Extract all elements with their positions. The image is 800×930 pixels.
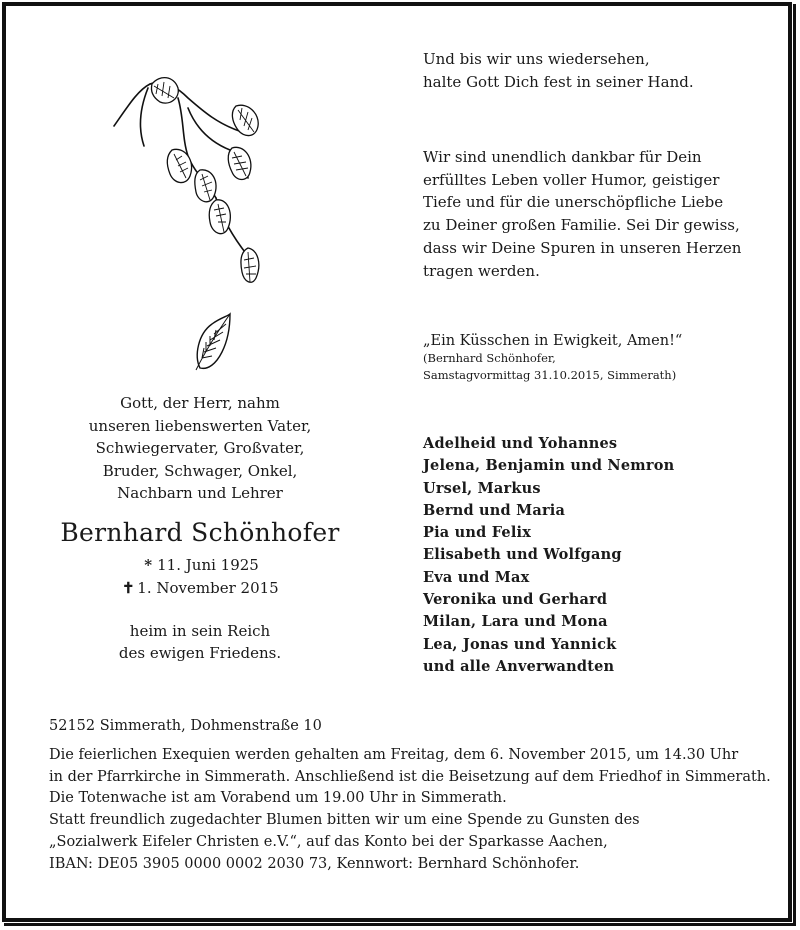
family-entry: und alle Anverwandten	[423, 657, 615, 675]
info-line: Die Totenwache ist am Vorabend um 19.00 Uhr in Simmerath.	[49, 790, 507, 807]
intro-line: Bruder, Schwager, Onkel,	[102, 461, 298, 480]
gratitude-line: erfülltes Leben voller Humor, geistiger	[423, 170, 720, 189]
verse-line: halte Gott Dich fest in seiner Hand.	[423, 73, 694, 91]
info-line: IBAN: DE05 3905 0000 0002 2030 73, Kennwort: Bernhard Schönhofer.	[49, 855, 580, 872]
intro-line: unseren liebenswerten Vater,	[88, 416, 312, 435]
gratitude-text	[423, 146, 783, 282]
family-entry: Pia und Felix	[423, 524, 532, 542]
cross-icon: ✝	[122, 579, 135, 597]
family-entry: Milan, Lara und Mona	[423, 613, 608, 631]
birch-branch-illustration	[108, 68, 278, 298]
verse-line: Und bis wir uns wiedersehen,	[423, 50, 650, 68]
gratitude-line: Wir sind unendlich dankbar für Dein	[423, 148, 702, 166]
family-entry: Lea, Jonas und Yannick	[423, 635, 617, 653]
gratitude-line: tragen werden.	[423, 261, 540, 280]
closing-text	[40, 620, 360, 664]
family-entry: Adelheid und Yohannes	[423, 435, 618, 452]
info-line: „Sozialwerk Eifeler Christen e.V.“, auf das Konto bei der Sparkasse Aachen,	[49, 833, 608, 850]
quote-source-line: Samstagvormittag 31.10.2015, Simmerath)	[423, 368, 677, 382]
gratitude-line: Tiefe und für die unerschöpfliche Liebe	[423, 193, 724, 212]
family-entry: Jelena, Benjamin und Nemron	[423, 457, 675, 475]
gratitude-line: zu Deiner großen Familie. Sei Dir gewiss,	[423, 216, 740, 235]
intro-line: Nachbarn und Lehrer	[117, 484, 283, 502]
address: 52152 Simmerath, Dohmenstraße 10	[49, 718, 322, 734]
intro-line: Schwiegervater, Großvater,	[95, 439, 305, 457]
deceased-name: Bernhard Schönhofer	[60, 518, 340, 547]
leaf-illustration	[190, 312, 234, 372]
death-date: 1. November 2015	[137, 579, 279, 597]
birth-star-icon: *	[144, 556, 153, 574]
funeral-info	[49, 745, 789, 875]
info-line: Statt freundlich zugedachter Blumen bitten wir um eine Spende zu Gunsten des	[49, 812, 640, 829]
closing-line: heim in sein Reich	[129, 622, 271, 640]
quote-text: „Ein Küsschen in Ewigkeit, Amen!“	[423, 333, 683, 349]
announcement-intro	[40, 392, 360, 505]
family-entry: Eva und Max	[423, 568, 530, 586]
family-entry: Ursel, Markus	[423, 479, 541, 497]
birth-date: 11. Juni 1925	[157, 556, 259, 574]
gratitude-line: dass wir Deine Spuren in unseren Herzen	[423, 238, 742, 257]
farewell-verse	[423, 48, 783, 94]
info-line: in der Pfarrkirche in Simmerath. Anschließend ist die Beisetzung auf dem Friedhof in Simmerath.	[49, 768, 771, 785]
intro-line: Gott, der Herr, nahm	[120, 394, 280, 412]
family-list	[423, 433, 783, 678]
family-entry: Elisabeth und Wolfgang	[423, 546, 622, 564]
birth-row	[40, 554, 360, 577]
quote-source-line: (Bernhard Schönhofer,	[423, 351, 556, 365]
closing-line: des ewigen Friedens.	[118, 644, 282, 662]
death-row	[40, 577, 360, 600]
info-line: Die feierlichen Exequien werden gehalten am Freitag, dem 6. November 2015, um 14.30 Uhr	[49, 747, 739, 763]
life-dates	[40, 554, 360, 600]
family-entry: Bernd und Maria	[423, 501, 566, 519]
quote-source	[423, 350, 783, 384]
family-entry: Veronika und Gerhard	[423, 591, 608, 609]
